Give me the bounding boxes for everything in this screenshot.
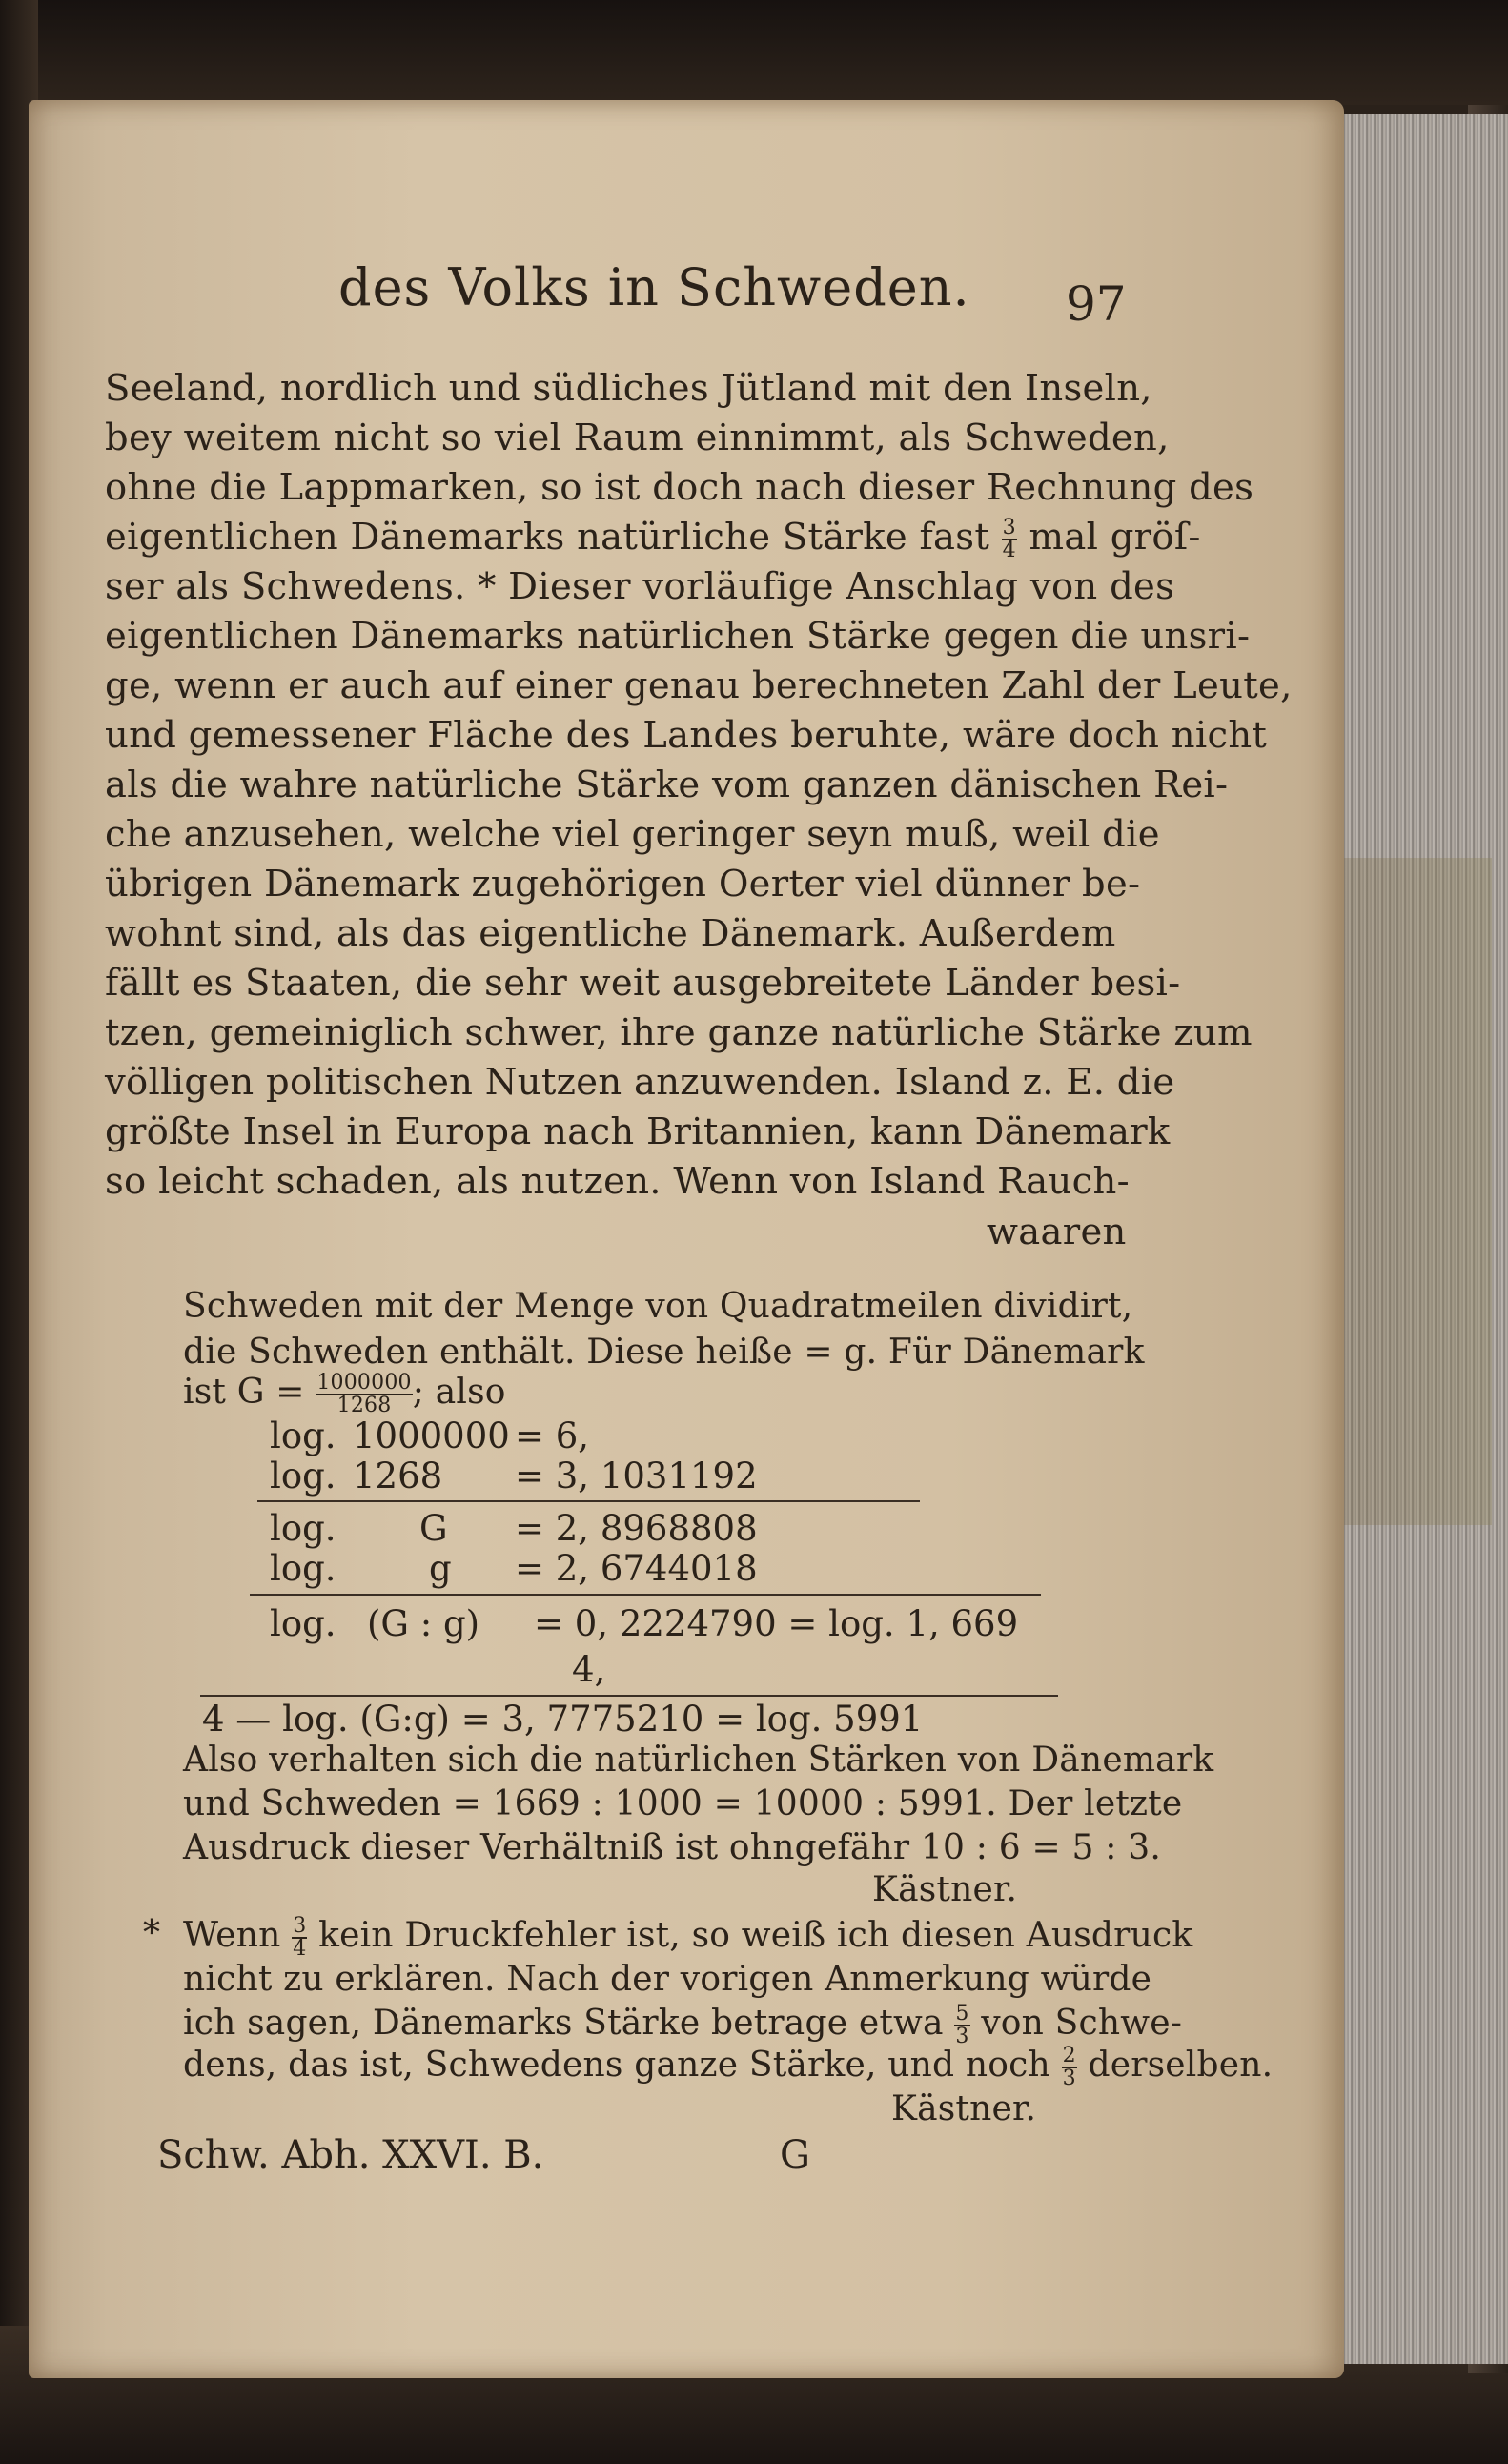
footnote2-line-4 [183,2046,1273,2089]
calc-row-3-b: G [419,1508,448,1549]
body-line-16: größte Insel in Europa nach Britannien, kann Dänemark [105,1110,1171,1153]
calc-row-4-c: = 2, 6744018 [515,1548,758,1589]
calc-row-2-b: 1268 [353,1456,443,1497]
fraction-five-thirds: $\frac{5}{3}$ [955,2002,969,2048]
calc-row-4-b: g [429,1548,452,1589]
running-title: des Volks in Schweden. [338,257,970,317]
calc-row-2-a: log. [270,1456,336,1497]
calc-row-5-b: (G : g) [367,1603,480,1644]
fraction-three-quarters-note: $\frac{3}{4}$ [293,1914,307,1961]
calc-row-1-b: 1000000 [353,1415,510,1456]
footnote1-closing-3: Ausdruck dieser Verhältniß ist ohngefähr 10 : 6 = 5 : 3. [183,1828,1162,1867]
footnote2-line-1-post: kein Druckfehler ist, so weiß ich diesen Ausdruck [318,1916,1193,1955]
footnote1-closing-1: Also verhalten sich die natürlichen Stärken von Dänemark [183,1741,1214,1780]
page-edge-stain [1339,858,1492,1525]
fraction-three-quarters: $\frac{3}{4}$ [1002,516,1016,562]
footnote1-g-prefix: ist G = [183,1373,305,1412]
footnote2-line-3 [183,2004,1182,2047]
calc-row-2-c: = 3, 1031192 [515,1456,758,1497]
calc-multiplier: 4, [572,1649,606,1690]
calc-row-5-c: = 0, 2224790 = log. 1, 669 [534,1603,1019,1644]
body-line-8: und gemessener Fläche des Landes beruhte, wäre doch nicht [105,714,1268,757]
body-line-4-text: eigentlichen Dänemarks natürliche Stärke fast [105,516,990,559]
calc-rule-2 [250,1594,1041,1596]
body-line-17: so leicht schaden, als nutzen. Wenn von Island Rauch- [105,1160,1130,1203]
calc-rule-3 [200,1695,1058,1697]
background-top [0,0,1508,105]
body-line-2: bey weitem nicht so viel Raum einnimmt, als Schweden, [105,417,1170,459]
catchword: waaren [987,1211,1127,1253]
footnote2-line-1 [183,1916,1192,1960]
body-line-3: ohne die Lappmarken, so ist doch nach dieser Rechnung des [105,466,1254,509]
footnote2-line-3-post: von Schwe- [981,2004,1183,2043]
footnote1-closing-2: und Schweden = 1669 : 1000 = 10000 : 5991. Der letzte [183,1784,1183,1823]
footnote2-signature: Kästner. [891,2089,1037,2128]
calc-row-1-a: log. [270,1415,336,1456]
calc-row-1-c: = 6, [515,1415,590,1456]
body-line-6: eigentlichen Dänemarks natürlichen Stärke gegen die unsri- [105,615,1251,658]
calc-row-3-a: log. [270,1508,336,1549]
body-line-12: wohnt sind, als das eigentliche Dänemark. Außerdem [105,912,1116,955]
footnote1-line-2: die Schweden enthält. Diese heiße = g. Für Dänemark [183,1333,1145,1372]
footnote2-line-2: nicht zu erklären. Nach der vorigen Anmerkung würde [183,1960,1152,1999]
calc-row-5-a: log. [270,1603,336,1644]
fraction-two-thirds: $\frac{2}{3}$ [1062,2044,1076,2090]
body-line-4 [105,516,1201,561]
footnote1-line-1: Schweden mit der Menge von Quadratmeilen dividirt, [183,1287,1133,1326]
footnote2-marker: * [143,1914,161,1953]
calc-row-4-a: log. [270,1548,336,1589]
sheet-letter: G [780,2133,810,2177]
signature-mark: Schw. Abh. XXVI. B. [157,2133,544,2177]
body-line-13: fällt es Staaten, die sehr weit ausgebreitete Länder besi- [105,962,1181,1005]
footnote2-line-1-pre: Wenn [183,1916,281,1955]
page-number: 97 [1066,276,1127,332]
footnote2-line-4-post: derselben. [1088,2046,1274,2085]
calc-row-3-c: = 2, 8968808 [515,1508,758,1549]
calc-result: 4 — log. (G:g) = 3, 7775210 = log. 5991 [202,1699,924,1740]
footnote1-line-3 [183,1373,506,1416]
body-line-7: ge, wenn er auch auf einer genau berechneten Zahl der Leute, [105,664,1293,707]
body-line-9: als die wahre natürliche Stärke vom ganzen dänischen Rei- [105,764,1229,806]
footnote1-signature: Kästner. [872,1870,1018,1909]
body-line-1: Seeland, nordlich und südliches Jütland mit den Inseln, [105,367,1152,410]
fraction-million-over-1268: $\frac{1000000}{1268}$ [316,1371,412,1417]
body-line-5: ser als Schwedens. * Dieser vorläufige Anschlag von des [105,565,1175,608]
body-line-11: übrigen Dänemark zugehörigen Oerter viel dünner be- [105,863,1141,906]
body-line-10: che anzusehen, welche viel geringer seyn muß, weil die [105,813,1160,856]
footnote2-line-3-pre: ich sagen, Dänemarks Stärke betrage etwa [183,2004,944,2043]
body-line-15: völligen politischen Nutzen anzuwenden. Island z. E. die [105,1061,1175,1104]
body-line-4-tail: mal gröſ- [1029,516,1201,559]
calc-rule-1 [257,1500,920,1502]
footnote1-g-suffix: ; also [412,1373,506,1412]
body-line-14: tzen, gemeiniglich schwer, ihre ganze natürliche Stärke zum [105,1011,1253,1054]
footnote2-line-4-pre: dens, das ist, Schwedens ganze Stärke, und noch [183,2046,1050,2085]
